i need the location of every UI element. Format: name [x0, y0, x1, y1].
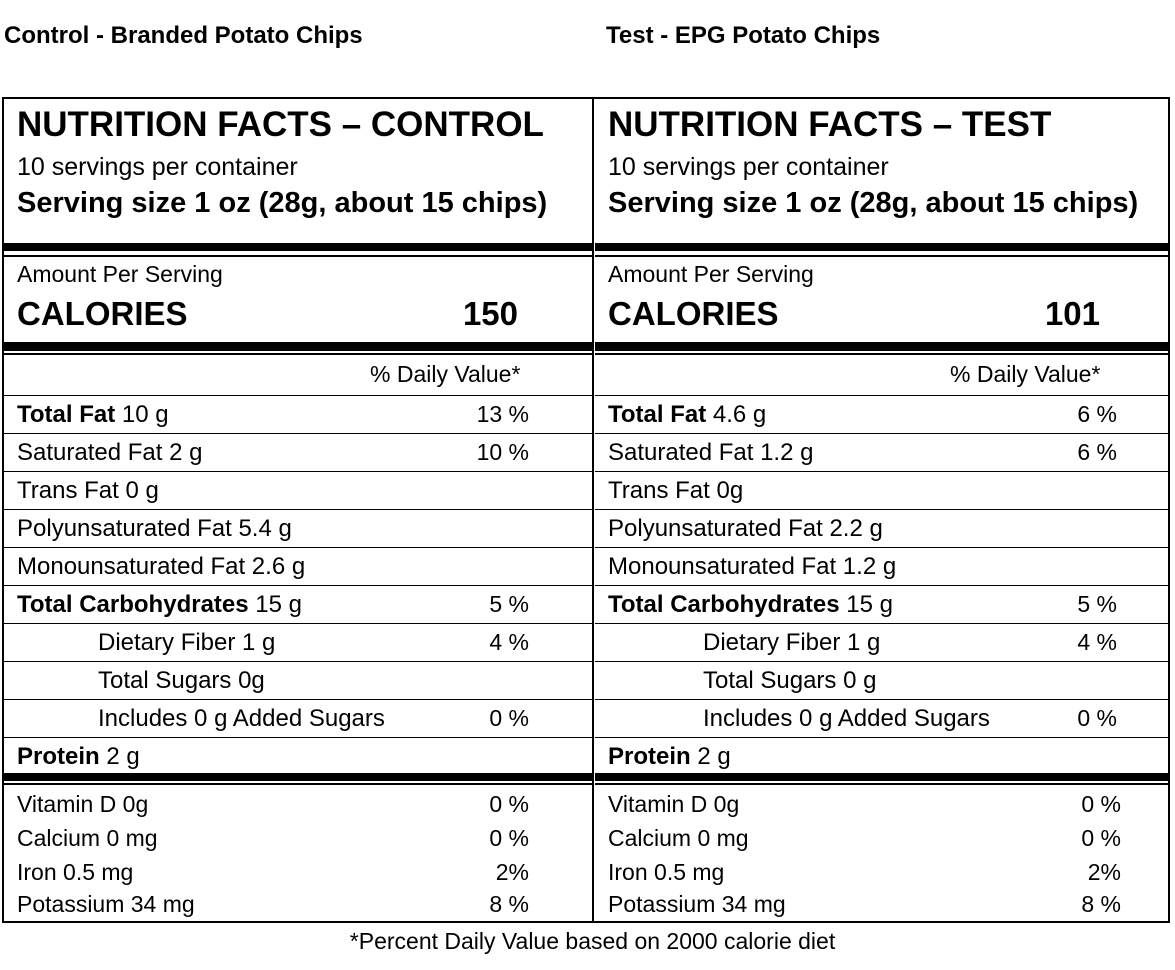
calories-label: CALORIES — [17, 295, 188, 332]
nutrient-label: Monounsaturated Fat 1.2 g — [608, 553, 897, 580]
nutrient-label: Total Fat — [17, 401, 116, 428]
nutrient-row-total-carbohydrates — [4, 585, 592, 624]
vitamin-label: Calcium 0 mg — [17, 825, 158, 851]
nutrient-daily-value: 6 % — [1077, 401, 1117, 427]
vitamin-label: Potassium 34 mg — [17, 891, 195, 917]
nutrient-daily-value: 4 % — [489, 629, 529, 655]
vitamin-daily-value: 8 % — [489, 891, 529, 917]
panel-title: NUTRITION FACTS – CONTROL — [17, 105, 544, 144]
nutrient-amount: 15 g — [248, 591, 302, 618]
nutrient-label: Includes 0 g Added Sugars — [98, 705, 385, 732]
column-divider — [592, 97, 594, 923]
panel-title: NUTRITION FACTS – TEST — [608, 105, 1052, 144]
nutrient-label: Polyunsaturated Fat 2.2 g — [608, 515, 883, 542]
nutrient-amount: 4.6 g — [706, 401, 767, 428]
serving-size: Serving size 1 oz (28g, about 15 chips) — [17, 187, 548, 219]
nutrient-row-added-sugars — [4, 699, 592, 738]
nutrient-label: Includes 0 g Added Sugars — [703, 705, 990, 732]
nutrient-daily-value: 10 % — [476, 439, 529, 465]
nutrient-daily-value: 4 % — [1077, 629, 1117, 655]
nutrient-label: Dietary Fiber 1 g — [703, 629, 881, 656]
vitamin-daily-value: 8 % — [1081, 891, 1121, 917]
nutrient-row-protein — [595, 737, 1170, 776]
vitamin-label: Vitamin D 0g — [608, 791, 740, 817]
nutrient-label: Monounsaturated Fat 2.6 g — [17, 553, 306, 580]
nutrient-row-total-sugars — [4, 661, 592, 700]
nutrient-row-trans-fat — [4, 471, 592, 510]
vitamin-label: Vitamin D 0g — [17, 791, 149, 817]
thick-rule — [595, 243, 1170, 251]
thick-rule — [4, 773, 592, 781]
nutrient-daily-value: 0 % — [489, 705, 529, 731]
nutrient-label: Polyunsaturated Fat 5.4 g — [17, 515, 292, 542]
vitamin-row-iron — [4, 857, 592, 890]
nutrient-row-trans-fat — [595, 471, 1170, 510]
test-nutrition-panel — [595, 97, 1170, 923]
servings-per-container: 10 servings per container — [608, 153, 889, 181]
servings-per-container: 10 servings per container — [17, 153, 298, 181]
nutrient-row-polyunsaturated-fat — [4, 509, 592, 548]
nutrient-label: Total Carbohydrates — [17, 591, 249, 618]
nutrient-label: Trans Fat 0 g — [17, 477, 159, 504]
control-heading: Control - Branded Potato Chips — [4, 22, 363, 49]
serving-size: Serving size 1 oz (28g, about 15 chips) — [608, 187, 1139, 219]
nutrient-label: Total Sugars 0 g — [703, 667, 877, 694]
nutrient-row-total-fat — [595, 395, 1170, 434]
daily-value-header: % Daily Value* — [370, 361, 521, 387]
vitamin-row-vitamin-d — [4, 789, 592, 822]
vitamin-daily-value: 0 % — [1081, 825, 1121, 851]
nutrient-row-total-sugars — [595, 661, 1170, 700]
vitamin-label: Calcium 0 mg — [608, 825, 749, 851]
nutrient-label: Saturated Fat 1.2 g — [608, 439, 814, 466]
vitamin-daily-value: 2% — [1087, 859, 1121, 885]
vitamin-label: Potassium 34 mg — [608, 891, 786, 917]
vitamin-row-calcium — [4, 823, 592, 856]
nutrient-amount: 2 g — [690, 743, 731, 770]
vitamin-daily-value: 2% — [495, 859, 529, 885]
nutrient-row-saturated-fat — [595, 433, 1170, 472]
nutrient-row-saturated-fat — [4, 433, 592, 472]
thin-rule — [595, 783, 1170, 785]
vitamin-daily-value: 0 % — [489, 791, 529, 817]
thin-rule — [595, 353, 1170, 355]
nutrient-label: Trans Fat 0g — [608, 477, 744, 504]
nutrient-daily-value: 5 % — [489, 591, 529, 617]
nutrient-row-added-sugars — [595, 699, 1170, 738]
thin-rule — [4, 783, 592, 785]
thick-rule — [595, 342, 1170, 351]
nutrient-row-total-carbohydrates — [595, 585, 1170, 624]
vitamin-row-vitamin-d — [595, 789, 1170, 822]
daily-value-header: % Daily Value* — [950, 361, 1101, 387]
calories-value: 150 — [462, 295, 518, 332]
nutrient-label: Total Fat — [608, 401, 707, 428]
nutrient-daily-value: 13 % — [476, 401, 529, 427]
calories-value: 101 — [1044, 295, 1100, 332]
nutrient-label: Total Sugars 0g — [98, 667, 265, 694]
nutrient-label: Dietary Fiber 1 g — [98, 629, 276, 656]
calories-label: CALORIES — [608, 295, 779, 332]
nutrient-label: Protein — [17, 743, 100, 770]
nutrient-row-total-fat — [4, 395, 592, 434]
nutrient-row-protein — [4, 737, 592, 776]
nutrient-row-monounsaturated-fat — [4, 547, 592, 586]
nutrient-label: Total Carbohydrates — [608, 591, 840, 618]
thin-rule — [595, 255, 1170, 257]
vitamin-daily-value: 0 % — [489, 825, 529, 851]
thin-rule — [4, 255, 592, 257]
nutrient-row-monounsaturated-fat — [595, 547, 1170, 586]
nutrient-amount: 15 g — [839, 591, 893, 618]
nutrient-daily-value: 5 % — [1077, 591, 1117, 617]
vitamin-row-calcium — [595, 823, 1170, 856]
vitamin-row-potassium — [4, 889, 592, 922]
vitamin-row-iron — [595, 857, 1170, 890]
thick-rule — [595, 773, 1170, 781]
amount-per-serving: Amount Per Serving — [17, 261, 223, 287]
nutrient-amount: 2 g — [99, 743, 140, 770]
test-heading: Test - EPG Potato Chips — [606, 22, 881, 49]
nutrient-label: Saturated Fat 2 g — [17, 439, 203, 466]
nutrient-daily-value: 0 % — [1077, 705, 1117, 731]
daily-value-footnote: *Percent Daily Value based on 2000 calorie diet — [349, 928, 836, 954]
amount-per-serving: Amount Per Serving — [608, 261, 814, 287]
vitamin-daily-value: 0 % — [1081, 791, 1121, 817]
nutrient-daily-value: 6 % — [1077, 439, 1117, 465]
vitamin-label: Iron 0.5 mg — [608, 859, 725, 885]
thin-rule — [4, 353, 592, 355]
thick-rule — [4, 243, 592, 251]
nutrient-amount: 10 g — [115, 401, 169, 428]
vitamin-label: Iron 0.5 mg — [17, 859, 134, 885]
nutrient-row-dietary-fiber — [595, 623, 1170, 662]
thick-rule — [4, 342, 592, 351]
vitamin-row-potassium — [595, 889, 1170, 922]
nutrient-row-dietary-fiber — [4, 623, 592, 662]
control-nutrition-panel — [4, 97, 592, 923]
nutrient-row-polyunsaturated-fat — [595, 509, 1170, 548]
nutrient-label: Protein — [608, 743, 691, 770]
